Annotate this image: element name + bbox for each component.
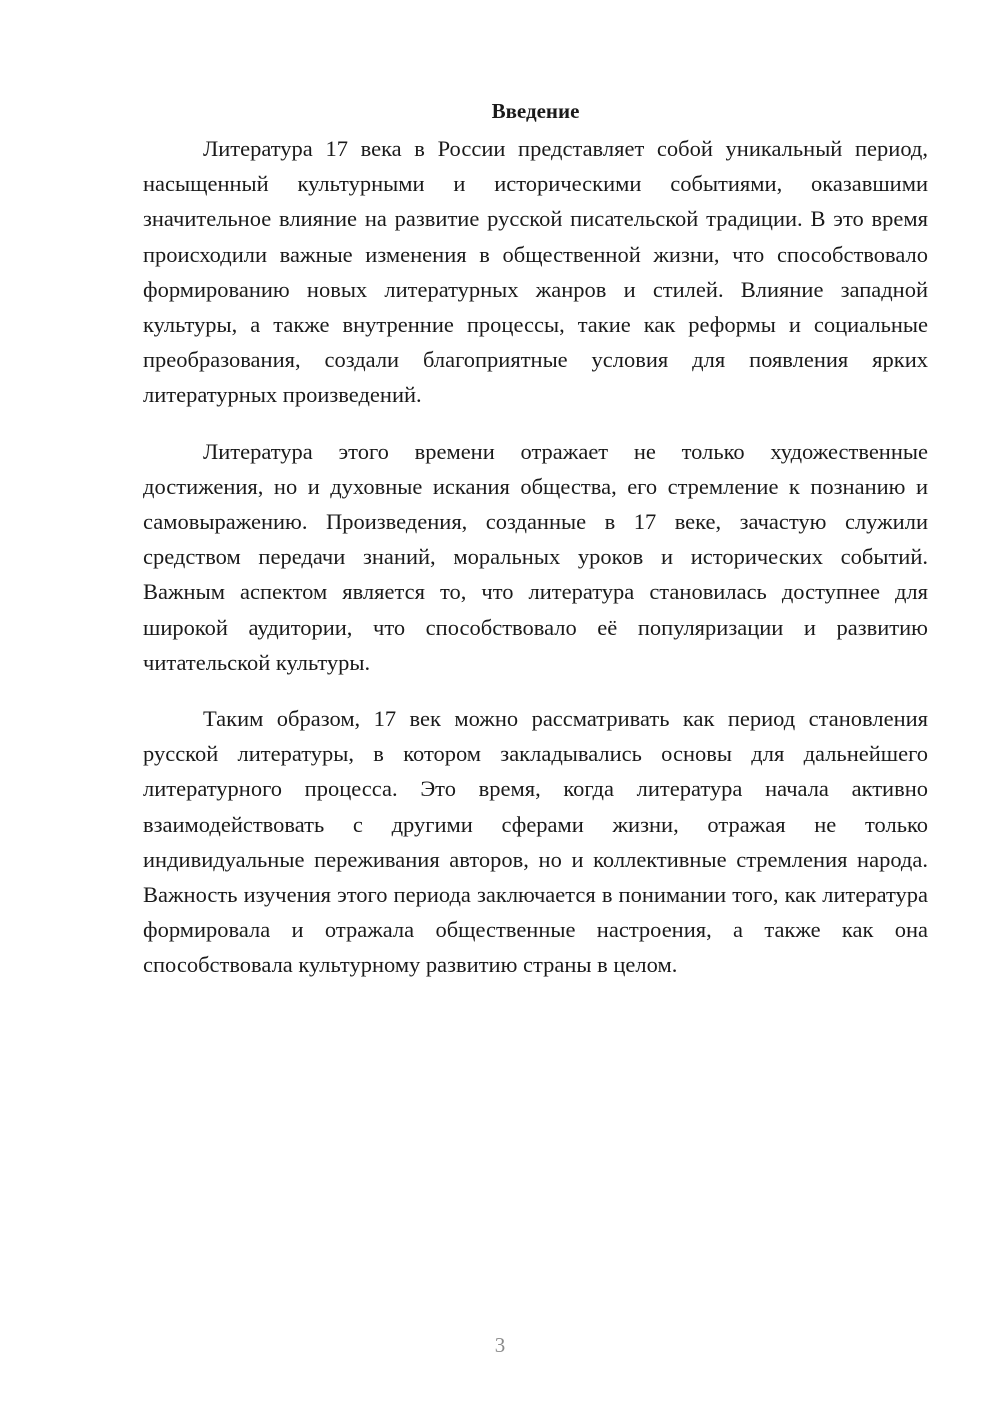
paragraph-3: Таким образом, 17 век можно рассматривать как период становления русской литературы, в котором закладывались основы для дальнейшего литературного процесса. Это время, когда литература начала активно взаимодействовать с другими сферами жизни, отражая не только индивидуальные переживания авторов, но и коллективные стремления народа. Важность изучения этого периода заключается в понимании того, как литература формировала и отражала общественные настроения, а также как она способствовала культурному развитию страны в целом.	[143, 706, 928, 978]
paragraph-1: Литература 17 века в России представляет собой уникальный период, насыщенный культурными и историческими событиями, оказавшими значительное влияние на развитие русской писательской традиции. В это время происходили важные изменения в общественной жизни, что способствовало формированию новых литературных жанров и стилей. Влияние западной культуры, а также внутренние процессы, такие как реформы и социальные преобразования, создали благоприятные условия для появления ярких литературных произведений.	[143, 136, 928, 408]
section-heading: Введение	[491, 99, 580, 123]
paragraph-2: Литература этого времени отражает не только художественные достижения, но и духовные искания общества, его стремление к познанию и самовыражению. Произведения, созданные в 17 веке, зачастую служили средством передачи знаний, моральных уроков и исторических событий. Важным аспектом является то, что литература становилась доступнее для широкой аудитории, что способствовало её популяризации и развитию читательской культуры.	[143, 438, 928, 675]
page-content	[143, 94, 928, 1004]
page-number: 3	[494, 1333, 506, 1357]
